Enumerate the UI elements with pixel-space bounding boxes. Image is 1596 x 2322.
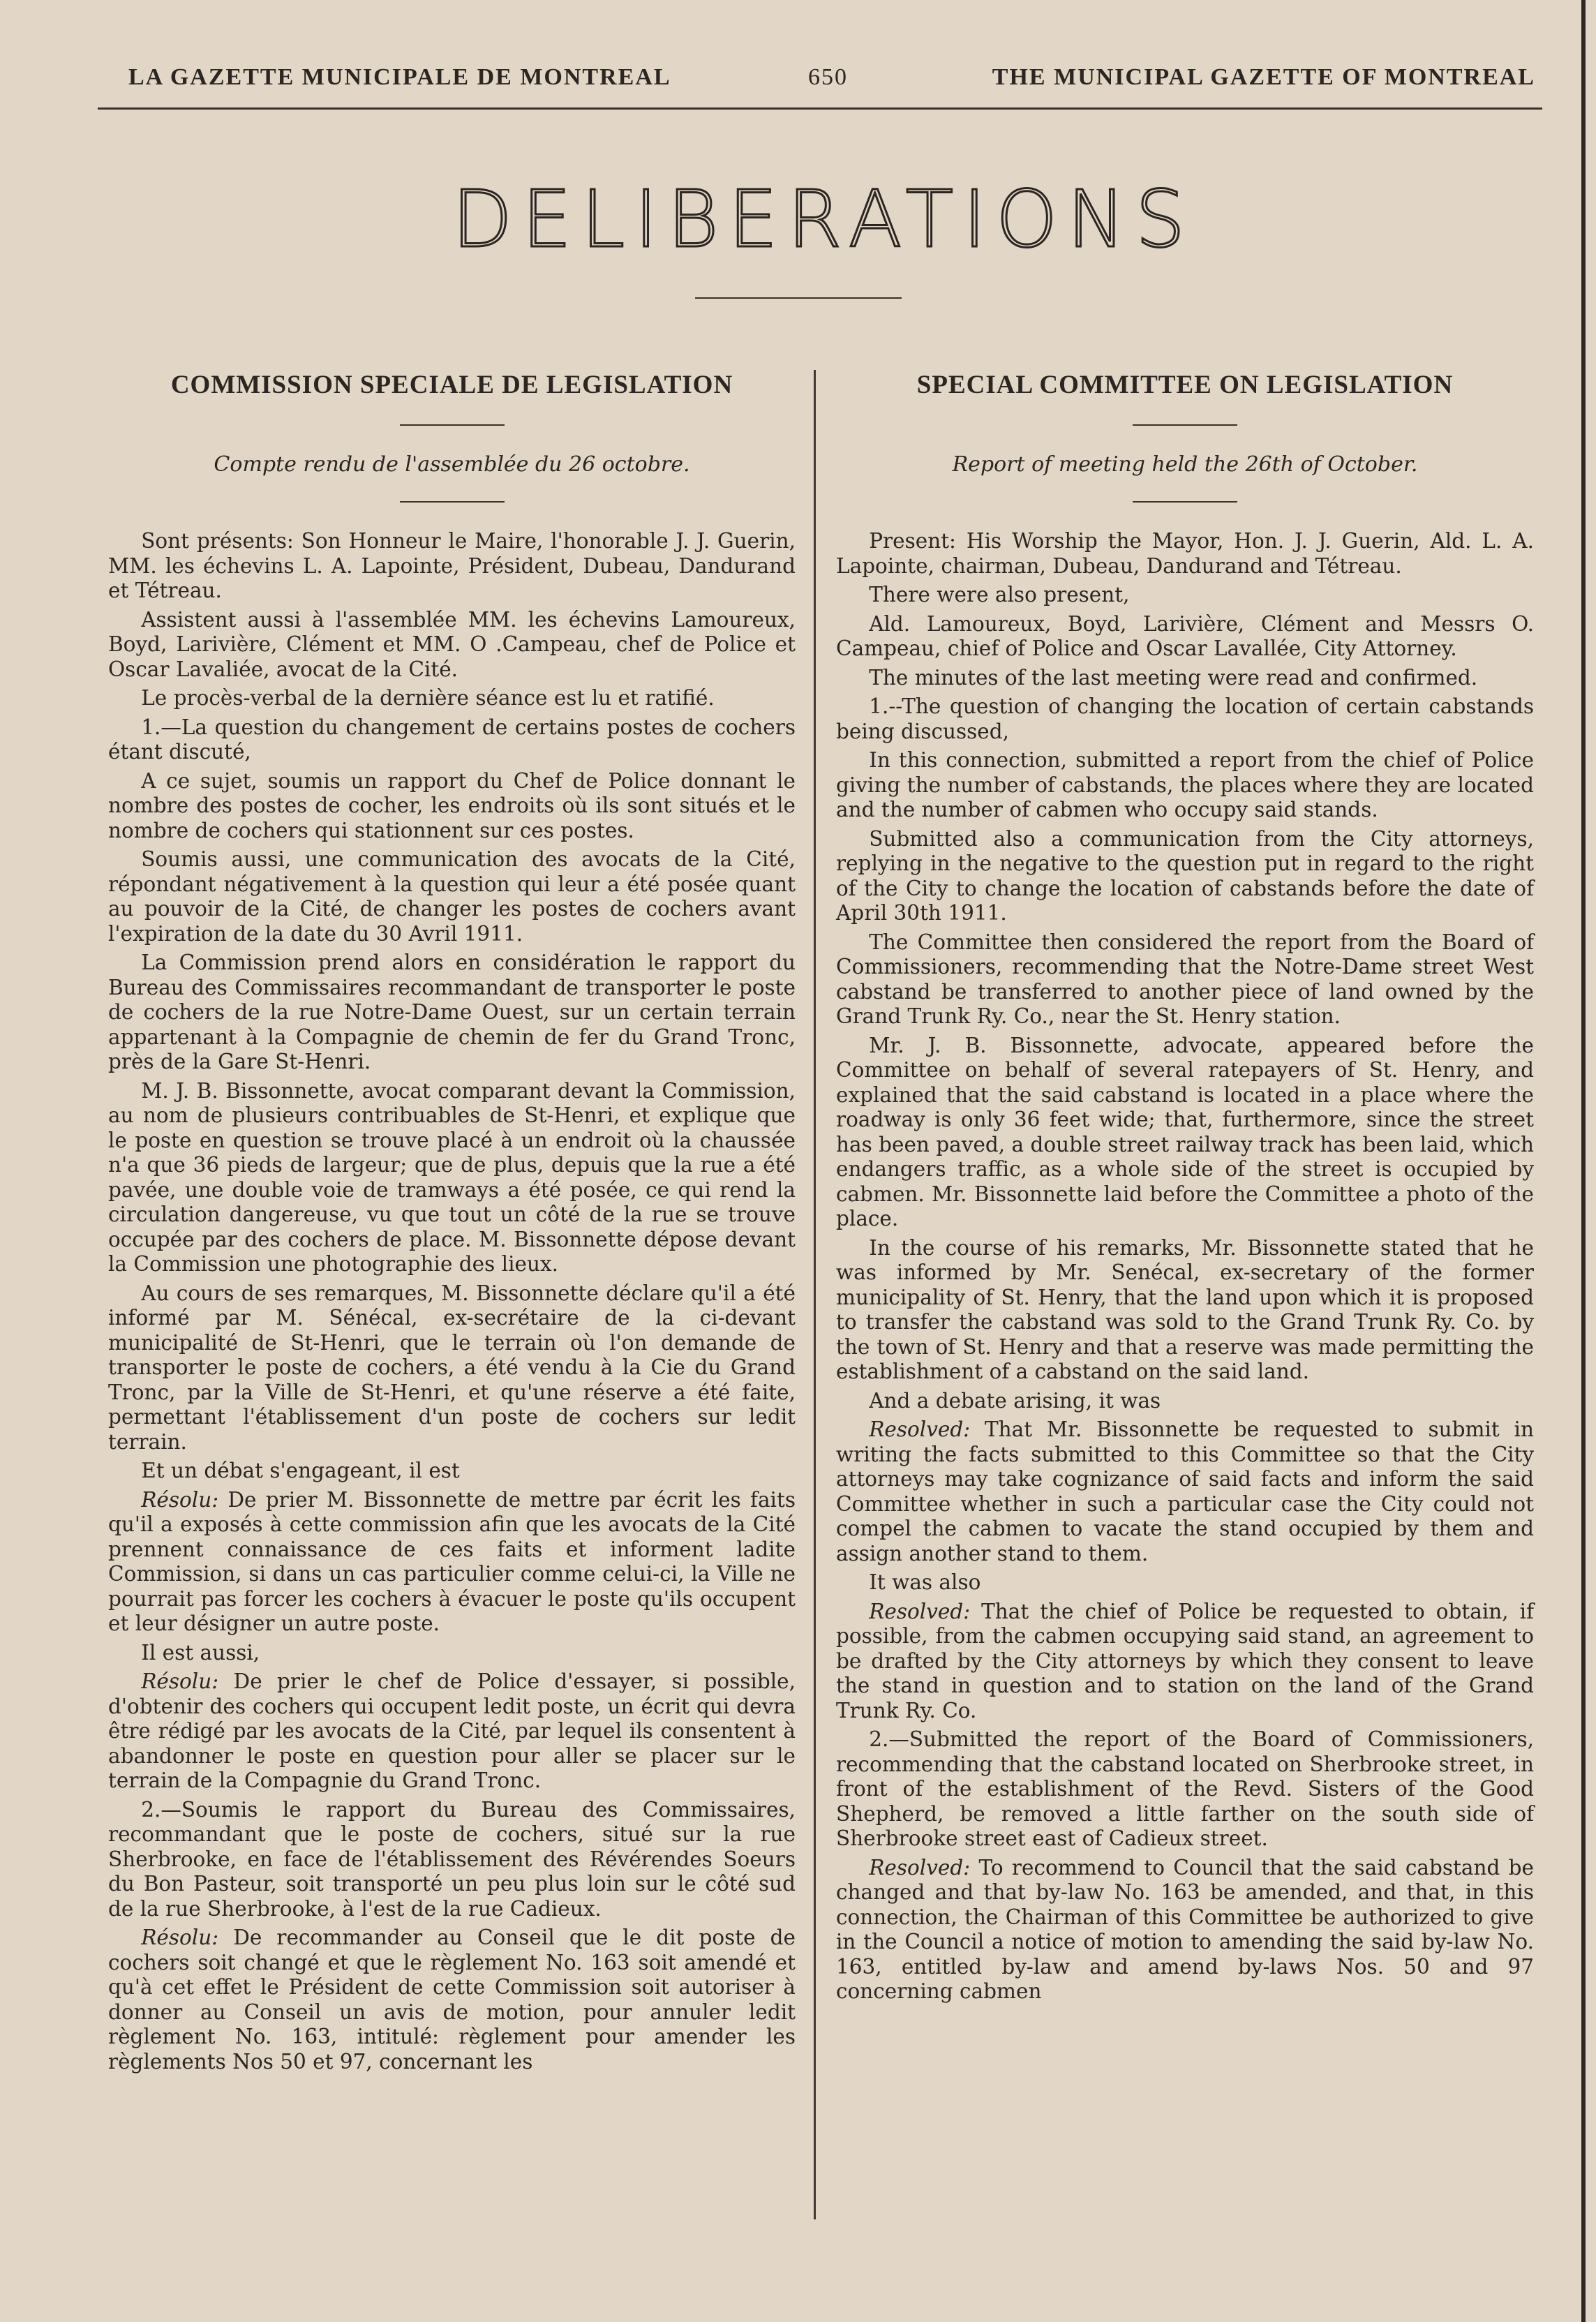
english-paragraph: In this connection, submitted a report from the chief of Police giving the number of cabstands, the places where they are located and the number of cabmen who occupy said stands.: [836, 748, 1534, 821]
french-paragraph: La Commission prend alors en considération le rapport du Bureau des Commissaires recommandant de transporter le poste de cochers de la rue Notre-Dame Ouest, sur un certain terrain appartenant à la Compagnie de chemin de fer du Grand Tronc, près de la Gare St-Henri.: [108, 951, 796, 1073]
english-body: [836, 529, 1534, 2004]
french-paragraph: Il est aussi,: [141, 1640, 260, 1665]
resolution-text: To recommend to Council that the said cabstand be changed and that by-law No. 163 be amended, and that, in this connection, the Chairman of this Committee be authorized to give in the Council a notice of motion to amending the said by-law No. 163, entitled by-law and amend by-laws Nos. 50 and 97 concerning cabmen: [836, 1855, 1534, 2003]
french-paragraph: A ce sujet, soumis un rapport du Chef de Police donnant le nombre des postes de cocher, les endroits où ils sont situés et le nombre de cochers qui stationnent sur ces postes.: [108, 768, 796, 842]
french-subtitle: Compte rendu de l'assemblée du 26 octobre.: [214, 452, 690, 477]
french-paragraph: Assistent aussi à l'assemblée MM. les échevins Lamoureux, Boyd, Larivière, Clément et MM. O .Campeau, chef de Police et Oscar Lavaliée, avocat de la Cité.: [108, 607, 796, 681]
section-masthead: DELIBERATIONS: [452, 174, 1195, 265]
resolution-label: Résolu:: [141, 1926, 219, 1949]
english-paragraph: There were also present,: [869, 583, 1130, 606]
resolution-text: That the chief of Police be requested to obtain, if possible, from the cabmen occupying said stand, an agreement to be drafted by the City attorneys by which they consent to leave the stand in question and to station on the land of the Grand Trunk Ry. Co.: [836, 1599, 1534, 1722]
french-paragraph: [108, 1669, 796, 1794]
resolution-text: De prier M. Bissonnette de mettre par écrit les faits qu'il a exposés à cette commission afin que les avocats de la Cité prennent connaissance de ces faits et informent ladite Commission, si dans un cas particulier comme celui-ci, la Ville ne pourrait pas forcer les cochers à évacuer le poste qu'ils occupent et leur désigner un autre poste.: [108, 1487, 796, 1635]
french-paragraph: M. J. B. Bissonnette, avocat comparant devant la Commission, au nom de plusieurs contribuables de St-Henri, et explique que le poste en question se trouve placé à un endroit où la chaussée n'a que 36 pieds de largeur; que de plus, depuis que la rue a été pavée, une double voie de tramways a été posée, ce qui rend la circulation dangereuse, vu que tout un côté de la rue se trouve occupée par des cochers de place. M. Bissonnette dépose devant la Commission une photographie des lieux.: [108, 1078, 796, 1276]
resolution-text: De prier le chef de Police d'essayer, si possible, d'obtenir des cochers qui occupent ledit poste, un écrit qui devra être rédigé par les avocats de la Cité, par lequel ils consentent à abandonner le poste en question pour aller se placer sur le terrain de la Compagnie du Grand Tronc.: [108, 1669, 796, 1792]
english-paragraph: Submitted also a communication from the City attorneys, replying in the negative to the question put in regard to the right of the City to change the location of cabstands before the date of April 30th 1911.: [836, 826, 1534, 925]
french-paragraph: Soumis aussi, une communication des avocats de la Cité, répondant négativement à la question qui leur a été posée quant au pouvoir de la Cité, de changer les postes de cochers avant l'expiration de la date du 30 Avril 1911.: [108, 847, 796, 946]
english-paragraph: [836, 1417, 1534, 1566]
english-heading: SPECIAL COMMITTEE ON LEGISLATION: [916, 371, 1454, 399]
english-paragraph: [836, 1856, 1534, 2004]
french-heading-rule: [400, 424, 505, 426]
english-subtitle-rule: [1133, 501, 1237, 503]
english-paragraph: The Committee then considered the report from the Board of Commissioners, recommending that the Notre-Dame street West cabstand be transferred to another piece of land owned by the Grand Trunk Ry. Co., near the St. Henry station.: [836, 930, 1534, 1028]
french-paragraph: [108, 1488, 796, 1637]
running-header: [98, 61, 1535, 103]
french-paragraph: Sont présents: Son Honneur le Maire, l'honorable J. J. Guerin, MM. les échevins L. A. Lapointe, Président, Dubeau, Dandurand et Tétreau.: [108, 529, 796, 602]
english-heading-rule: [1133, 424, 1237, 426]
french-body: [108, 529, 796, 2074]
resolution-label: Resolved:: [869, 1855, 971, 1880]
english-paragraph: Ald. Lamoureux, Boyd, Larivière, Clément and Messrs O. Campeau, chief of Police and Oscar Lavallée, City Attorney.: [836, 611, 1534, 660]
french-subtitle-rule: [400, 501, 505, 503]
english-paragraph: And a debate arising, it was: [869, 1388, 1161, 1413]
header-french-title: LA GAZETTE MUNICIPALE DE MONTREAL: [128, 64, 671, 90]
french-column: [108, 363, 796, 2078]
english-paragraph: Present: His Worship the Mayor, Hon. J. J. Guerin, Ald. L. A. Lapointe, chairman, Dubeau, Dandurand and Tétreau.: [836, 529, 1534, 578]
header-rule: [98, 107, 1542, 110]
resolution-text: De recommander au Conseil que le dit poste de cochers soit changé et que le règlement No. 163 soit amendé et qu'à cet effet le Président de cette Commission soit autoriser à donner au Conseil un avis de motion, pour annuler ledit règlement No. 163, intitulé: règlement pour amender les règlements Nos 50 et 97, concernant les: [108, 1926, 796, 2074]
english-paragraph: 1.--The question of changing the location of certain cabstands being discussed,: [836, 694, 1534, 743]
french-paragraph: Et un débat s'engageant, il est: [141, 1459, 460, 1482]
french-paragraph: 1.—La question du changement de certains postes de cochers étant discuté,: [108, 715, 796, 764]
english-subtitle: Report of meeting held the 26th of October.: [952, 452, 1418, 477]
english-column: [836, 363, 1534, 2009]
masthead-rule: [695, 297, 902, 299]
french-heading: COMMISSION SPECIALE DE LEGISLATION: [170, 371, 733, 399]
resolution-label: Resolved:: [869, 1417, 971, 1441]
resolution-label: Résolu:: [141, 1487, 219, 1512]
french-paragraph: 2.—Soumis le rapport du Bureau des Commissaires, recommandant que le poste de cochers, situé sur la rue Sherbrooke, en face de l'établissement des Révérendes Soeurs du Bon Pasteur, soit transporté un peu plus loin sur le côté sud de la rue Sherbrooke, à l'est de la rue Cadieux.: [108, 1797, 796, 1921]
english-paragraph: [836, 1600, 1534, 1724]
page-number: 650: [808, 64, 848, 90]
french-paragraph: Le procès-verbal de la dernière séance est lu et ratifié.: [141, 686, 715, 710]
page-edge-rule: [1581, 0, 1586, 2322]
header-english-title: THE MUNICIPAL GAZETTE OF MONTREAL: [992, 64, 1535, 90]
english-paragraph: It was also: [869, 1570, 981, 1594]
resolution-text: That Mr. Bissonnette be requested to submit in writing the facts submitted to this Committee so that the City attorneys may take cognizance of said facts and inform the said Committee whether in such a particular case the City could not compel the cabmen to vacate the stand occupied by them and assign another stand to them.: [836, 1417, 1534, 1565]
french-paragraph: [108, 1926, 796, 2074]
resolution-label: Resolved:: [869, 1599, 971, 1623]
english-paragraph: 2.—Submitted the report of the Board of Commissioners, recommending that the cabstand located on Sherbrooke street, in front of the establishment of the Revd. Sisters of the Good Shepherd, be removed a little farther on the south side of Sherbrooke street east of Cadieux street.: [836, 1727, 1534, 1850]
column-divider: [814, 370, 816, 2219]
english-paragraph: The minutes of the last meeting were read and confirmed.: [869, 665, 1478, 690]
english-paragraph: Mr. J. B. Bissonnette, advocate, appeared before the Committee on behalf of several ratepayers of St. Henry, and explained that the said cabstand is located in a place where the roadway is only 36 feet wide; that, furthermore, since the street has been paved, a double street railway track has been laid, which endangers traffic, as a whole side of the street is occupied by cabmen. Mr. Bissonnette laid before the Committee a photo of the place.: [836, 1033, 1534, 1230]
french-paragraph: Au cours de ses remarques, M. Bissonnette déclare qu'il a été informé par M. Sénécal, ex-secrétaire de la ci-devant municipalité de St-Henri, que le terrain où l'on demande de transporter le poste de cochers, a été vendu à la Cie du Grand Tronc, par la Ville de St-Henri, et qu'une réserve a été faite, permettant l'établissement d'un poste de cochers sur ledit terrain.: [108, 1281, 796, 1454]
resolution-label: Résolu:: [141, 1669, 219, 1693]
english-paragraph: In the course of his remarks, Mr. Bissonnette stated that he was informed by Mr. Senécal, ex-secretary of the former municipality of St. Henry, that the land upon which it is proposed to transfer the cabstand was sold to the Grand Trunk Ry. Co. by the town of St. Henry and that a reserve was made permitting the establishment of a cabstand on the said land.: [836, 1235, 1534, 1383]
